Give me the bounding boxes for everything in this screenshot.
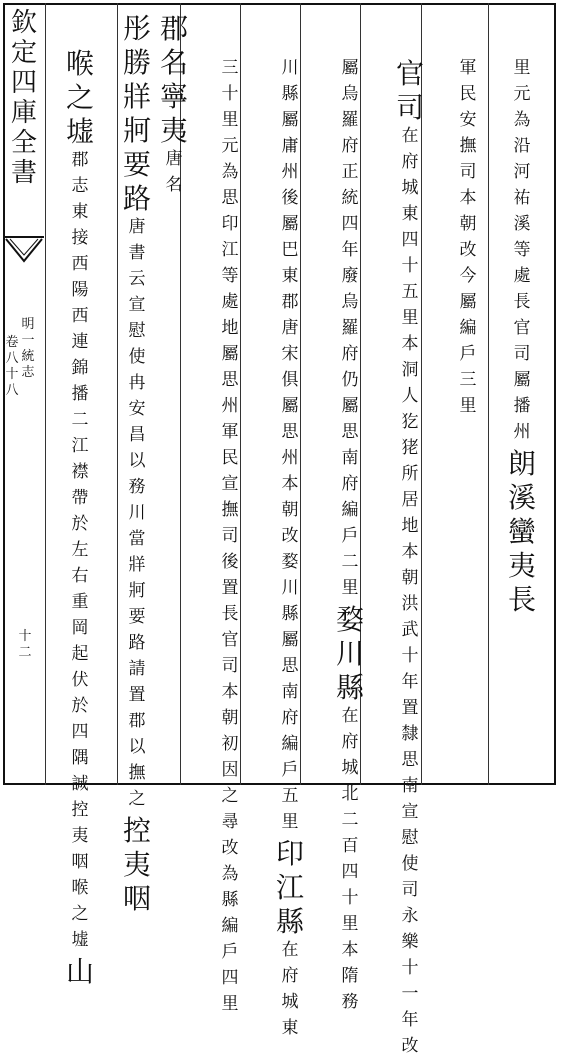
character: 統 — [21, 349, 35, 364]
commentary-char: 屬 — [221, 344, 239, 364]
column-rule — [488, 3, 489, 785]
main-text-char: 山 — [65, 955, 94, 988]
commentary-char: 慰 — [401, 828, 419, 848]
commentary-char: 唐 — [281, 318, 299, 338]
commentary-char: 後 — [221, 552, 239, 572]
commentary-char: 岡 — [71, 618, 89, 638]
character: 二 — [18, 645, 32, 660]
main-text-char: 官 — [395, 57, 424, 90]
commentary-char: 烏 — [341, 84, 359, 104]
commentary-char: 長 — [221, 604, 239, 624]
commentary-char: 之 — [128, 789, 146, 809]
commentary-char: 人 — [401, 386, 419, 406]
commentary-char: 軍 — [221, 422, 239, 442]
commentary-char: 里 — [401, 308, 419, 328]
book-title — [4, 10, 44, 190]
main-text-char: 縣 — [275, 905, 304, 938]
commentary-char: 屬 — [341, 58, 359, 78]
commentary-char: 川 — [281, 578, 299, 598]
commentary-char: 等 — [221, 266, 239, 286]
commentary-char: 思 — [221, 188, 239, 208]
commentary-char: 州 — [221, 396, 239, 416]
commentary-char: 在 — [281, 940, 299, 960]
character: 八 — [5, 351, 19, 366]
main-text-char: 江 — [275, 871, 304, 904]
commentary-char: 控 — [71, 800, 89, 820]
commentary-char: 府 — [281, 708, 299, 728]
main-text-char: 婺 — [335, 603, 364, 636]
commentary-char: 十 — [401, 646, 419, 666]
commentary-char: 襟 — [71, 462, 89, 482]
page-number — [10, 630, 40, 662]
commentary-char: 編 — [459, 318, 477, 338]
commentary-char: 為 — [221, 864, 239, 884]
commentary-char: 路 — [128, 633, 146, 653]
character: 定 — [10, 38, 37, 68]
main-text-char: 喉 — [65, 47, 94, 80]
commentary-char: 本 — [221, 682, 239, 702]
commentary-char: 朝 — [221, 708, 239, 728]
commentary-char: 城 — [281, 992, 299, 1012]
commentary-char: 四 — [341, 214, 359, 234]
commentary-char: 之 — [71, 904, 89, 924]
commentary-char: 冉 — [128, 373, 146, 393]
commentary-char: 慰 — [128, 321, 146, 341]
commentary-char: 為 — [513, 110, 531, 130]
commentary-char: 城 — [401, 178, 419, 198]
main-text-char: 牁 — [122, 114, 151, 147]
commentary-char: 播 — [513, 396, 531, 416]
commentary-char: 里 — [459, 396, 477, 416]
commentary-char: 江 — [71, 436, 89, 456]
commentary-char: 屬 — [459, 292, 477, 312]
commentary-char: 後 — [281, 188, 299, 208]
commentary-char: 狫 — [401, 438, 419, 458]
commentary-char: 郡 — [71, 150, 89, 170]
commentary-char: 十 — [221, 84, 239, 104]
commentary-char: 府 — [401, 152, 419, 172]
commentary-char: 連 — [71, 332, 89, 352]
commentary-char: 里 — [341, 578, 359, 598]
text-column — [210, 60, 250, 1022]
column-rule — [45, 3, 46, 785]
commentary-char: 二 — [71, 410, 89, 430]
commentary-char: 東 — [71, 202, 89, 222]
character: 一 — [21, 333, 35, 348]
commentary-char: 播 — [71, 384, 89, 404]
commentary-char: 編 — [281, 734, 299, 754]
commentary-char: 左 — [71, 540, 89, 560]
commentary-char: 四 — [401, 230, 419, 250]
commentary-char: 初 — [221, 734, 239, 754]
commentary-char: 里 — [281, 812, 299, 832]
commentary-char: 四 — [341, 862, 359, 882]
commentary-char: 永 — [401, 906, 419, 926]
commentary-char: 十 — [341, 888, 359, 908]
commentary-char: 今 — [459, 266, 477, 286]
commentary-char: 州 — [281, 448, 299, 468]
commentary-char: 帶 — [71, 488, 89, 508]
commentary-char: 戶 — [459, 344, 477, 364]
commentary-char: 陽 — [71, 280, 89, 300]
commentary-char: 地 — [221, 318, 239, 338]
commentary-char: 右 — [71, 566, 89, 586]
commentary-char: 司 — [401, 880, 419, 900]
character: 欽 — [10, 8, 37, 38]
commentary-char: 廢 — [341, 266, 359, 286]
commentary-char: 戶 — [221, 942, 239, 962]
commentary-char: 府 — [281, 966, 299, 986]
commentary-char: 本 — [401, 334, 419, 354]
commentary-char: 宣 — [401, 802, 419, 822]
commentary-char: 伏 — [71, 670, 89, 690]
commentary-char: 江 — [221, 240, 239, 260]
commentary-char: 州 — [513, 422, 531, 442]
commentary-char: 思 — [401, 750, 419, 770]
commentary-char: 五 — [401, 282, 419, 302]
commentary-char: 俱 — [281, 370, 299, 390]
commentary-char: 思 — [221, 370, 239, 390]
commentary-char: 里 — [221, 994, 239, 1014]
commentary-char: 二 — [341, 810, 359, 830]
commentary-char: 墟 — [71, 930, 89, 950]
commentary-char: 志 — [71, 176, 89, 196]
main-text-char: 縣 — [335, 671, 364, 704]
commentary-char: 司 — [459, 162, 477, 182]
main-text-char: 咽 — [122, 882, 151, 915]
commentary-char: 里 — [221, 110, 239, 130]
main-text-char: 牂 — [122, 80, 151, 113]
commentary-char: 唐 — [165, 149, 183, 169]
commentary-char: 錦 — [71, 358, 89, 378]
commentary-char: 四 — [221, 968, 239, 988]
commentary-char: 府 — [341, 474, 359, 494]
main-text-char: 印 — [275, 837, 304, 870]
commentary-char: 書 — [128, 243, 146, 263]
text-column — [154, 12, 194, 203]
character: 明 — [21, 317, 35, 332]
main-text-char: 名 — [159, 46, 188, 79]
commentary-char: 里 — [341, 914, 359, 934]
commentary-char: 司 — [221, 526, 239, 546]
commentary-char: 年 — [401, 1010, 419, 1030]
commentary-char: 郡 — [128, 711, 146, 731]
commentary-char: 云 — [128, 269, 146, 289]
commentary-char: 百 — [341, 836, 359, 856]
commentary-char: 府 — [341, 344, 359, 364]
commentary-char: 樂 — [401, 932, 419, 952]
commentary-char: 府 — [341, 136, 359, 156]
commentary-char: 唐 — [128, 217, 146, 237]
commentary-char: 思 — [341, 422, 359, 442]
commentary-char: 思 — [281, 656, 299, 676]
commentary-char: 宋 — [281, 344, 299, 364]
commentary-char: 處 — [221, 292, 239, 312]
commentary-char: 西 — [71, 254, 89, 274]
commentary-char: 軍 — [459, 58, 477, 78]
commentary-char: 一 — [401, 984, 419, 1004]
fishtail-ornament — [4, 233, 44, 273]
commentary-char: 屬 — [341, 396, 359, 416]
commentary-char: 東 — [281, 266, 299, 286]
commentary-char: 為 — [221, 162, 239, 182]
text-column — [270, 60, 310, 1046]
commentary-char: 編 — [221, 916, 239, 936]
commentary-char: 隋 — [341, 966, 359, 986]
commentary-char: 置 — [221, 578, 239, 598]
character: 八 — [5, 383, 19, 398]
commentary-char: 本 — [459, 188, 477, 208]
commentary-char: 民 — [459, 84, 477, 104]
text-column — [330, 60, 370, 1020]
text-column — [390, 57, 430, 1064]
commentary-char: 年 — [401, 672, 419, 692]
commentary-char: 沿 — [513, 136, 531, 156]
main-text-char: 司 — [395, 91, 424, 124]
commentary-char: 巴 — [281, 240, 299, 260]
commentary-char: 司 — [221, 656, 239, 676]
commentary-char: 縣 — [221, 890, 239, 910]
commentary-char: 年 — [341, 240, 359, 260]
commentary-char: 司 — [513, 344, 531, 364]
commentary-char: 洞 — [401, 360, 419, 380]
commentary-char: 昌 — [128, 425, 146, 445]
commentary-char: 撫 — [128, 763, 146, 783]
commentary-char: 改 — [459, 240, 477, 260]
commentary-char: 武 — [401, 620, 419, 640]
commentary-char: 十 — [401, 256, 419, 276]
commentary-char: 婺 — [281, 552, 299, 572]
commentary-char: 羅 — [341, 318, 359, 338]
main-text-char: 長 — [507, 583, 536, 616]
commentary-char: 編 — [341, 500, 359, 520]
commentary-char: 等 — [513, 240, 531, 260]
commentary-char: 在 — [401, 126, 419, 146]
commentary-char: 印 — [221, 214, 239, 234]
commentary-char: 牁 — [128, 581, 146, 601]
character: 志 — [21, 365, 35, 380]
commentary-char: 使 — [401, 854, 419, 874]
commentary-char: 南 — [281, 682, 299, 702]
commentary-char: 州 — [281, 162, 299, 182]
commentary-char: 請 — [128, 659, 146, 679]
commentary-char: 正 — [341, 162, 359, 182]
main-text-char: 控 — [122, 814, 151, 847]
commentary-char: 郡 — [281, 292, 299, 312]
commentary-char: 羅 — [341, 110, 359, 130]
main-text-char: 川 — [335, 637, 364, 670]
character: 卷 — [5, 335, 19, 350]
commentary-char: 於 — [71, 696, 89, 716]
commentary-char: 戶 — [341, 526, 359, 546]
commentary-char: 北 — [341, 784, 359, 804]
commentary-char: 洪 — [401, 594, 419, 614]
main-text-char: 路 — [122, 182, 151, 215]
commentary-char: 縣 — [281, 604, 299, 624]
commentary-char: 牂 — [128, 555, 146, 575]
commentary-char: 官 — [513, 318, 531, 338]
commentary-char: 宣 — [221, 474, 239, 494]
main-text-char: 彤 — [122, 12, 151, 45]
commentary-char: 二 — [341, 552, 359, 572]
text-column — [502, 60, 542, 620]
main-text-char: 勝 — [122, 46, 151, 79]
commentary-char: 屬 — [281, 110, 299, 130]
commentary-char: 川 — [281, 58, 299, 78]
text-column — [60, 47, 100, 992]
commentary-char: 地 — [401, 516, 419, 536]
character: 十 — [5, 367, 19, 382]
commentary-char: 東 — [281, 1018, 299, 1038]
commentary-char: 烏 — [341, 292, 359, 312]
commentary-char: 南 — [341, 448, 359, 468]
commentary-char: 務 — [128, 477, 146, 497]
commentary-char: 戶 — [281, 760, 299, 780]
commentary-char: 朝 — [281, 500, 299, 520]
main-text-char: 夷 — [159, 114, 188, 147]
main-text-char: 蠻 — [507, 515, 536, 548]
main-text-char: 朗 — [507, 447, 536, 480]
commentary-char: 南 — [401, 776, 419, 796]
commentary-char: 城 — [341, 758, 359, 778]
commentary-char: 縣 — [281, 84, 299, 104]
commentary-char: 之 — [221, 786, 239, 806]
commentary-char: 尋 — [221, 812, 239, 832]
commentary-char: 本 — [401, 542, 419, 562]
character: 書 — [10, 158, 37, 188]
commentary-char: 本 — [281, 474, 299, 494]
main-text-char: 郡 — [159, 12, 188, 45]
commentary-char: 河 — [513, 162, 531, 182]
commentary-char: 因 — [221, 760, 239, 780]
main-text-char: 夷 — [507, 549, 536, 582]
commentary-char: 五 — [281, 786, 299, 806]
commentary-char: 居 — [401, 490, 419, 510]
commentary-char: 官 — [221, 630, 239, 650]
commentary-char: 以 — [128, 737, 146, 757]
commentary-char: 庸 — [281, 136, 299, 156]
main-text-char: 要 — [122, 148, 151, 181]
commentary-char: 隸 — [401, 724, 419, 744]
commentary-char: 三 — [221, 58, 239, 78]
commentary-char: 撫 — [221, 500, 239, 520]
commentary-char: 在 — [341, 706, 359, 726]
main-text-char: 墟 — [65, 115, 94, 148]
commentary-char: 改 — [221, 838, 239, 858]
commentary-char: 十 — [401, 958, 419, 978]
commentary-char: 置 — [401, 698, 419, 718]
commentary-char: 喉 — [71, 878, 89, 898]
commentary-char: 元 — [513, 84, 531, 104]
commentary-char: 改 — [401, 1036, 419, 1056]
commentary-char: 川 — [128, 503, 146, 523]
character: 全 — [10, 128, 37, 158]
commentary-char: 咽 — [71, 852, 89, 872]
commentary-char: 仍 — [341, 370, 359, 390]
commentary-char: 務 — [341, 992, 359, 1012]
commentary-char: 屬 — [281, 396, 299, 416]
commentary-char: 朝 — [459, 214, 477, 234]
commentary-char: 夷 — [71, 826, 89, 846]
commentary-char: 誠 — [71, 774, 89, 794]
commentary-char: 府 — [341, 732, 359, 752]
commentary-char: 屬 — [281, 630, 299, 650]
character: 四 — [10, 68, 37, 98]
commentary-char: 重 — [71, 592, 89, 612]
main-text-char: 溪 — [507, 481, 536, 514]
commentary-char: 思 — [281, 422, 299, 442]
text-column — [448, 60, 488, 424]
commentary-char: 犵 — [401, 412, 419, 432]
commentary-char: 民 — [221, 448, 239, 468]
commentary-char: 以 — [128, 451, 146, 471]
character: 庫 — [10, 98, 37, 128]
commentary-char: 本 — [341, 940, 359, 960]
commentary-char: 置 — [128, 685, 146, 705]
commentary-char: 隅 — [71, 748, 89, 768]
main-text-char: 夷 — [122, 848, 151, 881]
commentary-char: 處 — [513, 266, 531, 286]
commentary-char: 起 — [71, 644, 89, 664]
commentary-char: 屬 — [513, 370, 531, 390]
commentary-char: 名 — [165, 175, 183, 195]
commentary-char: 當 — [128, 529, 146, 549]
commentary-char: 朝 — [401, 568, 419, 588]
commentary-char: 安 — [459, 110, 477, 130]
commentary-char: 三 — [459, 370, 477, 390]
commentary-char: 於 — [71, 514, 89, 534]
commentary-char: 要 — [128, 607, 146, 627]
commentary-char: 祐 — [513, 188, 531, 208]
commentary-char: 元 — [221, 136, 239, 156]
character: 十 — [18, 629, 32, 644]
commentary-char: 改 — [281, 526, 299, 546]
commentary-char: 屬 — [281, 214, 299, 234]
commentary-char: 接 — [71, 228, 89, 248]
commentary-char: 撫 — [459, 136, 477, 156]
commentary-char: 安 — [128, 399, 146, 419]
text-column — [117, 12, 157, 919]
commentary-char: 溪 — [513, 214, 531, 234]
main-text-char: 寧 — [159, 80, 188, 113]
commentary-char: 所 — [401, 464, 419, 484]
commentary-char: 統 — [341, 188, 359, 208]
commentary-char: 東 — [401, 204, 419, 224]
commentary-char: 四 — [71, 722, 89, 742]
main-text-char: 之 — [65, 81, 94, 114]
commentary-char: 西 — [71, 306, 89, 326]
commentary-char: 宣 — [128, 295, 146, 315]
volume-label — [2, 336, 22, 400]
commentary-char: 里 — [513, 58, 531, 78]
commentary-char: 長 — [513, 292, 531, 312]
commentary-char: 使 — [128, 347, 146, 367]
